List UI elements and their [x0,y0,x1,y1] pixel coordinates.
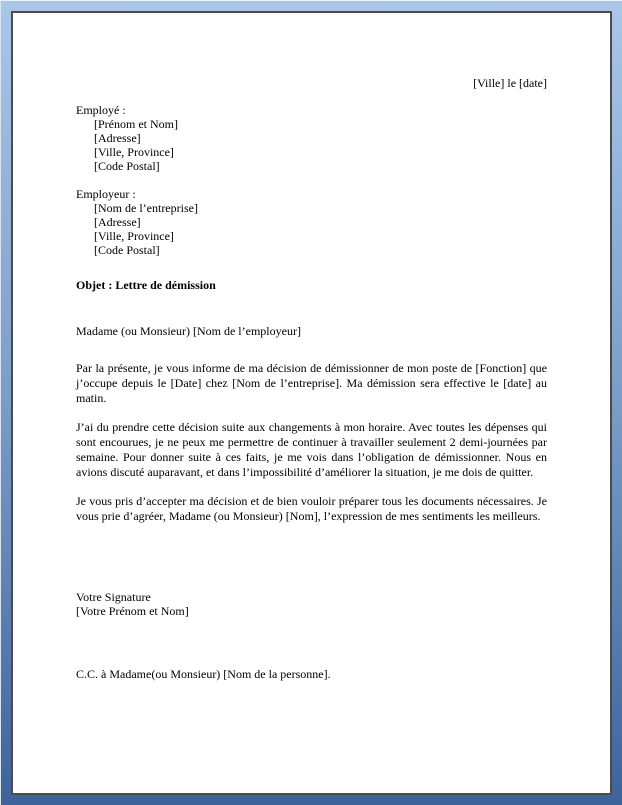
employee-label: Employé : [76,103,126,117]
body-paragraph-3: Je vous pris d’accepter ma décision et de bien vouloir préparer tous les documents nécessaires. Je vous prie d’agréer, Madame (ou Monsieur) [Nom], l’expression de mes sentiments les meilleurs. [76,494,547,523]
salutation-line: Madame (ou Monsieur) [Nom de l’employeur] [76,324,301,338]
date-line: [Ville] le [date] [473,76,547,90]
employer-company-line: [Nom de l’entreprise] [94,201,198,215]
employer-address-line: [Adresse] [94,215,141,229]
signature-block [76,590,547,618]
signature-line: Votre Signature [76,590,151,604]
employer-city-line: [Ville, Province] [94,229,174,243]
body-paragraph-2: J’ai du prendre cette décision suite aux changements à mon horaire. Avec toutes les dépenses qui sont encourues, je ne peux me permettre de continuer à travailler seulement 2 demi-journées par semaine. Pour donner suite à ces faits, je me vois dans l’obligation de démissionner. Nous en avions discuté auparavant, et dans l’impossibilité d’améliorer la situation, je me dois de quitter. [76,420,547,479]
employee-name-line: [Prénom et Nom] [94,117,178,131]
body-paragraph-1: Par la présente, je vous informe de ma décision de démissionner de mon poste de [Fonction] que j’occupe depuis le [Date] chez [Nom de l’entreprise]. Ma démission sera effective le [date] au matin. [76,361,547,405]
subject-line: Objet : Lettre de démission [76,278,216,292]
employer-block [76,187,547,257]
cc-line: C.C. à Madame(ou Monsieur) [Nom de la personne]. [76,667,331,681]
letter-page [11,11,612,795]
employee-city-line: [Ville, Province] [94,145,174,159]
employer-label: Employeur : [76,187,136,201]
signature-name-line: [Votre Prénom et Nom] [76,604,189,618]
employee-block [76,103,547,173]
employee-address-line: [Adresse] [94,131,141,145]
employee-postal-line: [Code Postal] [94,159,160,173]
employer-postal-line: [Code Postal] [94,243,160,257]
